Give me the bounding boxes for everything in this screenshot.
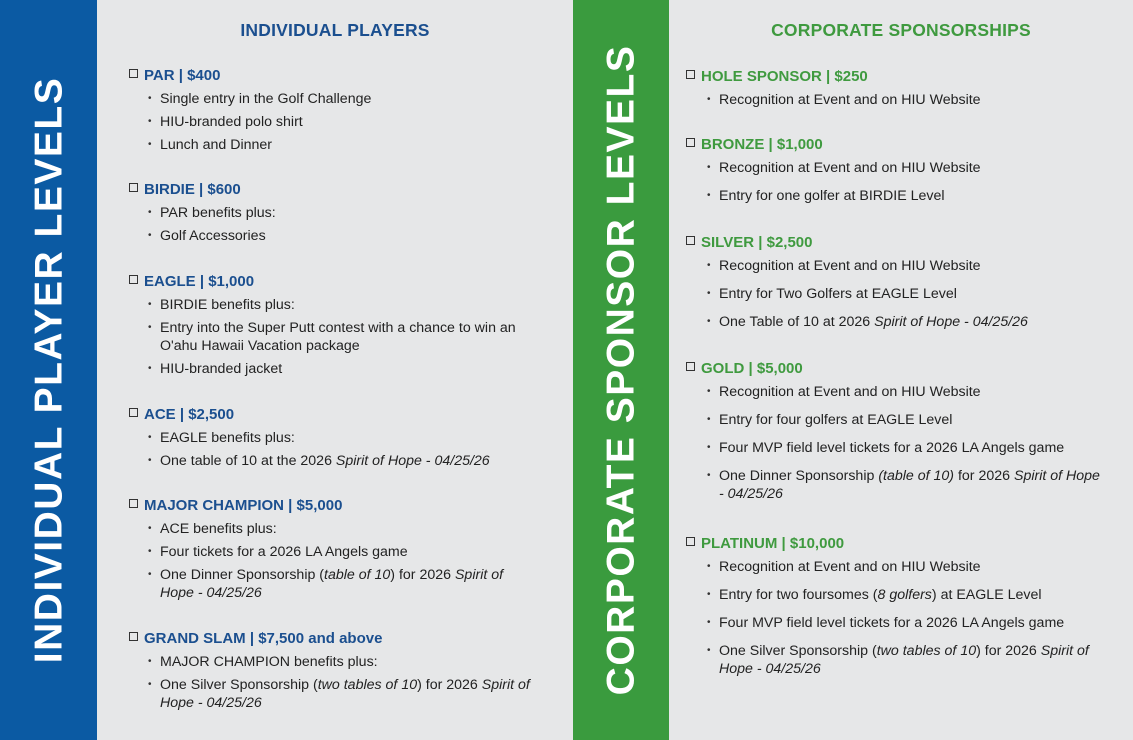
benefit-item: • One Dinner Sponsorship (table of 10) for 2026 Spirit of Hope - 04/25/26 bbox=[145, 566, 540, 602]
benefit-item: • One table of 10 at the 2026 Spirit of Hope - 04/25/26 bbox=[145, 452, 545, 470]
benefit-item: • Entry for Two Golfers at EAGLE Level bbox=[704, 285, 1099, 303]
tier-name: HOLE SPONSOR | $250 bbox=[701, 68, 868, 85]
checkbox-icon bbox=[129, 275, 138, 284]
benefit-list bbox=[704, 558, 1099, 678]
tier-name: GRAND SLAM | $7,500 and above bbox=[144, 630, 383, 647]
tier-name: GOLD | $5,000 bbox=[701, 360, 803, 377]
benefit-list bbox=[145, 653, 545, 712]
benefit-item: • Recognition at Event and on HIU Website bbox=[704, 558, 1099, 576]
checkbox-icon bbox=[129, 69, 138, 78]
tier-gold bbox=[686, 360, 1133, 513]
benefit-item: • Four tickets for a 2026 LA Angels game bbox=[145, 543, 545, 561]
tier-eagle bbox=[129, 273, 573, 383]
tier-name: SILVER | $2,500 bbox=[701, 234, 813, 251]
tier-name: BIRDIE | $600 bbox=[144, 181, 241, 198]
benefit-item: • BIRDIE benefits plus: bbox=[145, 296, 545, 314]
benefit-item: • ACE benefits plus: bbox=[145, 520, 545, 538]
corporate-band bbox=[573, 0, 669, 740]
corporate-title: CORPORATE SPONSORSHIPS bbox=[771, 20, 1031, 40]
checkbox-icon bbox=[129, 499, 138, 508]
tier-grand-slam bbox=[129, 630, 573, 717]
benefit-item: • Entry for one golfer at BIRDIE Level bbox=[704, 187, 1099, 205]
benefit-item: • HIU-branded jacket bbox=[145, 360, 545, 378]
tier-hole-sponsor bbox=[686, 68, 1133, 119]
benefit-item: • MAJOR CHAMPION benefits plus: bbox=[145, 653, 545, 671]
checkbox-icon bbox=[686, 537, 695, 546]
benefit-item: • Entry for two foursomes (8 golfers) at EAGLE Level bbox=[704, 586, 1099, 604]
benefit-list bbox=[145, 520, 545, 602]
tier-major-champion bbox=[129, 497, 573, 607]
tier-platinum bbox=[686, 535, 1133, 688]
benefit-item: • One Table of 10 at 2026 Spirit of Hope - 04/25/26 bbox=[704, 313, 1099, 331]
tier-name: MAJOR CHAMPION | $5,000 bbox=[144, 497, 343, 514]
benefit-list bbox=[145, 204, 545, 245]
benefit-item: • Lunch and Dinner bbox=[145, 136, 545, 154]
checkbox-icon bbox=[686, 236, 695, 245]
benefit-item: • One Dinner Sponsorship (table of 10) for 2026 Spirit of Hope - 04/25/26 bbox=[704, 467, 1104, 503]
tier-par bbox=[129, 67, 573, 159]
checkbox-icon bbox=[129, 632, 138, 641]
benefit-item: • One Silver Sponsorship (two tables of 10) for 2026 Spirit of Hope - 04/25/26 bbox=[145, 676, 550, 712]
benefit-list bbox=[145, 296, 545, 378]
benefit-list bbox=[704, 383, 1099, 503]
individual-panel bbox=[97, 0, 573, 740]
tier-ace bbox=[129, 406, 573, 475]
tier-birdie bbox=[129, 181, 573, 250]
tier-name: PLATINUM | $10,000 bbox=[701, 535, 845, 552]
tier-name: BRONZE | $1,000 bbox=[701, 136, 823, 153]
checkbox-icon bbox=[686, 70, 695, 79]
tier-name: PAR | $400 bbox=[144, 67, 221, 84]
benefit-item: • Recognition at Event and on HIU Website bbox=[704, 159, 1099, 177]
tier-name: ACE | $2,500 bbox=[144, 406, 235, 423]
benefit-item: • Four MVP field level tickets for a 2026 LA Angels game bbox=[704, 439, 1099, 457]
benefit-item: • EAGLE benefits plus: bbox=[145, 429, 545, 447]
corporate-band-label: CORPORATE SPONSOR LEVELS bbox=[599, 44, 643, 696]
individual-band-label: INDIVIDUAL PLAYER LEVELS bbox=[27, 76, 70, 664]
checkbox-icon bbox=[686, 138, 695, 147]
individual-band bbox=[0, 0, 97, 740]
benefit-item: • Entry into the Super Putt contest with a chance to win an O'ahu Hawaii Vacation package bbox=[145, 319, 535, 355]
benefit-item: • HIU-branded polo shirt bbox=[145, 113, 545, 131]
checkbox-icon bbox=[686, 362, 695, 371]
tier-silver bbox=[686, 234, 1133, 341]
benefit-list bbox=[704, 159, 1099, 205]
benefit-list bbox=[704, 257, 1099, 331]
tier-name: EAGLE | $1,000 bbox=[144, 273, 255, 290]
benefit-list bbox=[145, 429, 545, 470]
tier-bronze bbox=[686, 136, 1133, 215]
checkbox-icon bbox=[129, 408, 138, 417]
benefit-item: • Recognition at Event and on HIU Website bbox=[704, 383, 1099, 401]
corporate-panel bbox=[669, 0, 1133, 740]
benefit-item: • Entry for four golfers at EAGLE Level bbox=[704, 411, 1099, 429]
benefit-list bbox=[704, 91, 1099, 109]
benefit-list bbox=[145, 90, 545, 154]
benefit-item: • Golf Accessories bbox=[145, 227, 545, 245]
individual-title: INDIVIDUAL PLAYERS bbox=[240, 20, 430, 40]
benefit-item: • Recognition at Event and on HIU Website bbox=[704, 257, 1099, 275]
benefit-item: • One Silver Sponsorship (two tables of 10) for 2026 Spirit of Hope - 04/25/26 bbox=[704, 642, 1104, 678]
benefit-item: • Four MVP field level tickets for a 2026 LA Angels game bbox=[704, 614, 1099, 632]
benefit-item: • Single entry in the Golf Challenge bbox=[145, 90, 545, 108]
benefit-item: • PAR benefits plus: bbox=[145, 204, 545, 222]
checkbox-icon bbox=[129, 183, 138, 192]
benefit-item: • Recognition at Event and on HIU Website bbox=[704, 91, 1099, 109]
